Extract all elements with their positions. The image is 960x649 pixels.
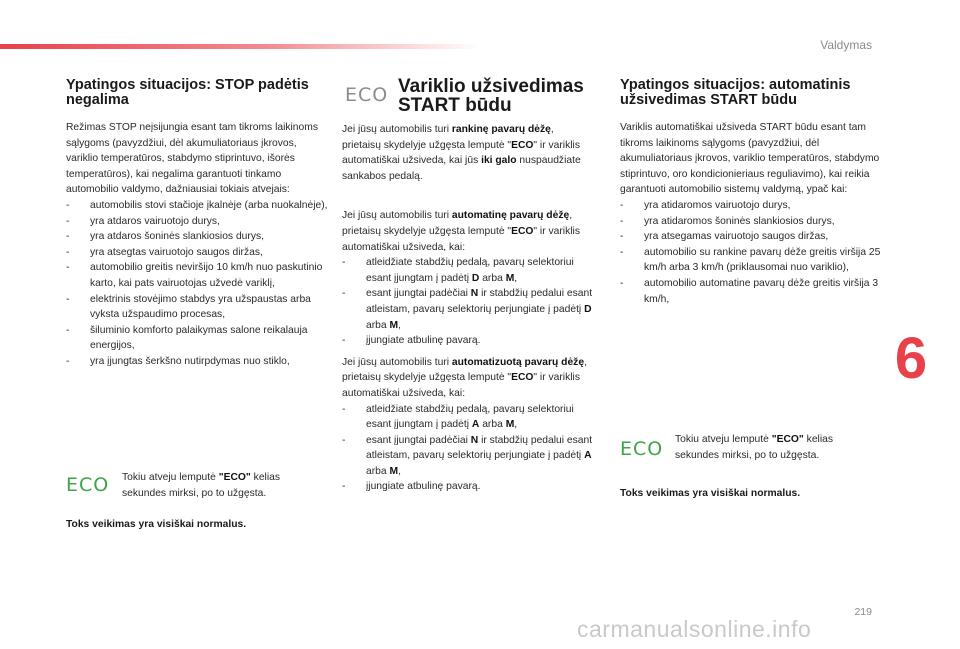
section-title: Valdymas xyxy=(820,38,872,52)
list-item: - elektrinis stovėjimo stabdys yra užspaustas arba vyksta užspaudimo procesas, xyxy=(66,292,328,323)
final-note-3: Toks veikimas yra visiškai normalus. xyxy=(620,488,801,499)
list-item: - yra atsegtas vairuotojo saugos diržas, xyxy=(66,245,328,261)
column-3-heading: Ypatingos situacijos: automatinis užsivedimas START būdu xyxy=(620,77,851,108)
list-item: - automobilio greitis neviršijo 10 km/h nuo paskutinio karto, kai pats vairuotojas užvedė variklį, xyxy=(66,260,328,291)
column-automatic-start xyxy=(620,78,882,307)
list-item: - šiluminio komforto palaikymas salone reikalauja energijos, xyxy=(66,323,328,354)
list-item: - yra atsegamas vairuotojo saugos diržas, xyxy=(620,229,882,245)
eco-notice-1 xyxy=(66,470,328,501)
automated-gearbox-paragraph: Jei jūsų automobilis turi automatizuotą pavarų dėžę, prietaisų skydelyje užgęsta lemputė "ECO" ir variklis automatiškai užsiveda, kai: xyxy=(342,356,587,399)
page-number: 219 xyxy=(854,606,872,618)
eco-notice-3 xyxy=(620,432,882,463)
list-item: - automobilis stovi stačioje įkalnėje (arba nuokalnėje), xyxy=(66,198,328,214)
automatic-gearbox-paragraph: Jei jūsų automobilis turi automatinę pavarų dėžę, prietaisų skydelyje užgęsta lemputė "ECO" ir variklis automatiškai užsiveda, kai: xyxy=(342,210,580,253)
eco-notice-text: Tokiu atveju lemputė "ECO" kelias sekundes mirksi, po to užgęsta. xyxy=(675,434,833,461)
list-item: - yra atdaros šoninės slankiosios durys, xyxy=(66,229,328,245)
watermark: carmanualsonline.info xyxy=(577,616,812,642)
list-item: - yra įjungtas šerkšno nutirpdymas nuo stiklo, xyxy=(66,354,328,370)
header-accent-bar xyxy=(0,44,480,49)
list-item: - yra atidaromos šoninės slankiosios durys, xyxy=(620,214,882,230)
automatic-gearbox-list xyxy=(342,255,594,349)
column-1-list xyxy=(66,198,328,370)
list-item: - automobilio su rankine pavarų dėže greitis viršija 25 km/h arba 3 km/h (priklausomai nuo variklio), xyxy=(620,245,882,276)
column-stop-unavailable xyxy=(66,78,328,370)
list-item: - esant įjungtai padėčiai N ir stabdžių pedalui esant atleistam, pavarų selektorių perjungiate į padėtį A arba M, xyxy=(342,433,594,480)
chapter-number: 6 xyxy=(894,326,928,391)
column-1-heading: Ypatingos situacijos: STOP padėtis negalima xyxy=(66,77,309,108)
list-item: - atleidžiate stabdžių pedalą, pavarų selektoriui esant įjungtam į padėtį D arba M, xyxy=(342,255,594,286)
column-3-list xyxy=(620,198,882,307)
list-item: - yra atidaromos vairuotojo durys, xyxy=(620,198,882,214)
list-item: - esant įjungtai padėčiai N ir stabdžių pedalui esant atleistam, pavarų selektorių perjungiate į padėtį D arba M, xyxy=(342,286,594,333)
automated-gearbox-list xyxy=(342,402,594,496)
list-item: - įjungiate atbulinę pavarą. xyxy=(342,333,594,349)
column-3-intro: Variklis automatiškai užsiveda START būdu esant tam tikroms laikinoms sąlygoms (pavyzdžiui, dėl akumuliatoriaus įkrovos, variklio temperatūros, stabdymo stiprintuvo, oro kondicionieriaus reguliavimo), kai reikia garantuoti automobilio sistemų valdymą, ypač kai: xyxy=(620,122,880,196)
eco-icon: ECO xyxy=(345,84,389,106)
eco-notice-text: Tokiu atveju lemputė "ECO" kelias sekundes mirksi, po to užgęsta. xyxy=(122,472,280,499)
final-note-1: Toks veikimas yra visiškai normalus. xyxy=(66,519,247,530)
column-start-mode xyxy=(342,122,594,495)
eco-icon: ECO xyxy=(620,438,664,460)
column-2-heading: Variklio užsivedimas START būdu xyxy=(398,76,584,116)
eco-icon: ECO xyxy=(66,474,110,496)
column-1-intro: Režimas STOP neįsijungia esant tam tikroms laikinoms sąlygoms (pavyzdžiui, dėl akumuliatoriaus įkrovos, variklio temperatūros, stabdymo stiprintuvo, išorės temperatūros), kai negalima garantuoti tinkamo automobilio valdymo, dažniausiai tokiais atvejais: xyxy=(66,122,318,196)
list-item: - įjungiate atbulinę pavarą. xyxy=(342,479,594,495)
list-item: - atleidžiate stabdžių pedalą, pavarų selektoriui esant įjungtam į padėtį A arba M, xyxy=(342,402,594,433)
manual-gearbox-paragraph: Jei jūsų automobilis turi rankinę pavarų dėžę, prietaisų skydelyje užgęsta lemputė "ECO" ir variklis automatiškai užsiveda, kai jūs iki galo nuspaudžiate sankabos pedalą. xyxy=(342,124,581,182)
list-item: - yra atdaros vairuotojo durys, xyxy=(66,214,328,230)
list-item: - automobilio automatine pavarų dėže greitis viršija 3 km/h, xyxy=(620,276,882,307)
